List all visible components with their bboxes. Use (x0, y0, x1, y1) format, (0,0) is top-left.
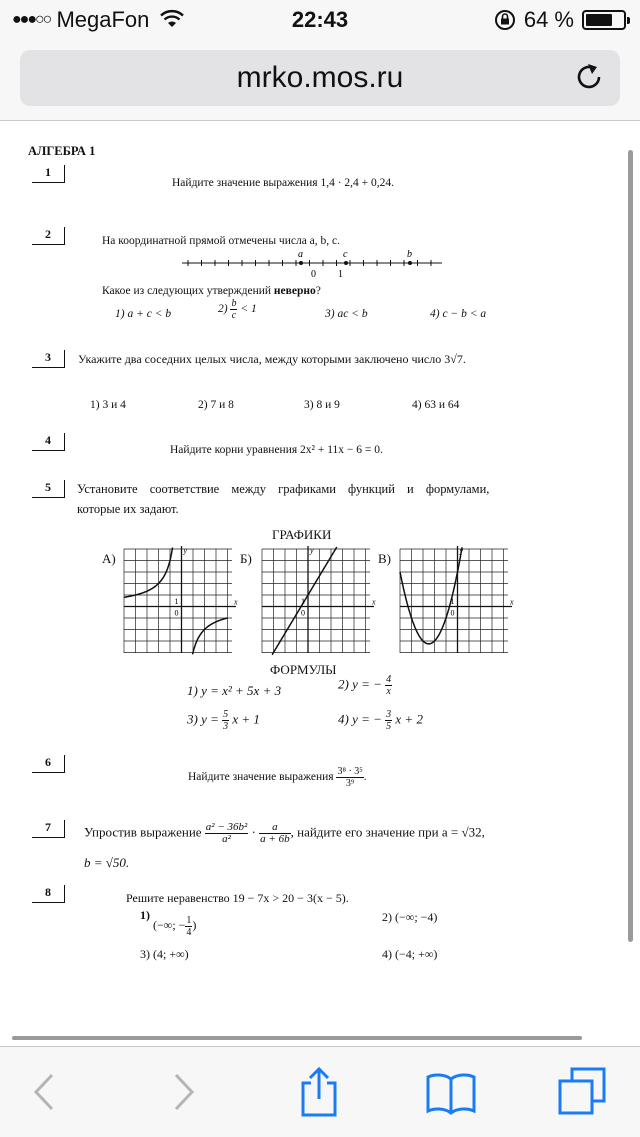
document-page (0, 121, 640, 1036)
task-8-option-1 (140, 908, 196, 938)
clock: 22:43 (291, 7, 349, 32)
reload-icon[interactable] (572, 60, 606, 94)
task-5-line-2: которые их задают. (77, 502, 179, 516)
task-7-line-1 (84, 822, 485, 845)
task-3-option-1: 1) 3 и 4 (90, 399, 126, 411)
axis-one-label: 1 (450, 597, 455, 606)
share-icon[interactable] (292, 1065, 346, 1119)
task-8-text: Решите неравенство 19 − 7x > 20 − 3(x − 5). (126, 891, 349, 905)
signal-strength: ●●●○○ (12, 11, 51, 28)
f3-den: 3 (223, 721, 229, 732)
task-8-option-2: 2) (−∞; −4) (382, 910, 438, 924)
function-curve (272, 547, 337, 655)
q7-f1-num: a² − 36b² (205, 821, 248, 833)
q6-den: 3⁹ (345, 778, 355, 789)
graph-label-a: А) (102, 551, 116, 566)
task-2-option-1: 1) a + c < b (115, 308, 172, 320)
q6-fraction (336, 766, 363, 789)
task-1-text: Найдите значение выражения 1,4 · 2,4 + 0,24. (172, 177, 395, 189)
task-2-text: На координатной прямой отмечены числа a, b, c. (102, 235, 341, 247)
task-2-option-2 (218, 298, 257, 321)
task-8-option-3: 3) (4; +∞) (140, 947, 189, 961)
point-b (408, 261, 412, 265)
task-2-question (102, 285, 321, 297)
formula-2 (338, 674, 392, 697)
task-2-option-3: 3) ac < b (325, 308, 368, 320)
tabs-icon[interactable] (556, 1065, 610, 1119)
opt2-den: c (231, 310, 237, 321)
task-3-option-4: 4) 63 и 64 (412, 399, 460, 411)
q7-f2-num: a (259, 822, 290, 834)
question-text: Какое из следующих утверждений (102, 285, 272, 297)
q7-f2-den: a + 6b (260, 833, 290, 845)
q7-post: , найдите его значение при a = √32, (290, 824, 485, 840)
address-text[interactable]: mrko.mos.ru (236, 61, 404, 94)
f2-num: 4 (386, 674, 392, 685)
task-3-option-3: 3) 8 и 9 (304, 399, 340, 411)
axis-x-label: x (510, 597, 514, 607)
q8-opt1-a: (−∞; − (153, 918, 186, 932)
f4-fraction (385, 709, 392, 732)
f2-fraction (385, 674, 392, 697)
graph-label-v: В) (378, 551, 391, 566)
f4-pre: 4) y = − (338, 711, 382, 727)
task-number-2: 2 (32, 227, 65, 245)
q8-opt1-b: ) (192, 918, 197, 932)
graph-a (120, 545, 236, 657)
f4-den: 5 (386, 721, 392, 732)
vertical-scrollbar[interactable] (628, 150, 633, 942)
mark-c: c (343, 249, 348, 260)
axis-x-label: x (234, 597, 238, 607)
browser-toolbar (0, 1046, 640, 1137)
back-icon[interactable] (18, 1065, 72, 1119)
task-number-7: 7 (32, 820, 65, 838)
q8-opt1-den: 4 (186, 926, 192, 938)
q7-dot: · (251, 824, 256, 840)
browser-header (0, 40, 640, 121)
battery-icon (582, 10, 626, 30)
axis-zero-label: 0 (174, 608, 179, 618)
opt2-pre: 2) (218, 303, 228, 316)
q6-text: Найдите значение выражения (188, 771, 334, 784)
axis-one-label: 1 (301, 597, 305, 606)
q7-fraction-1 (205, 822, 249, 845)
f3-fraction (222, 709, 229, 732)
q6-end: . (363, 771, 367, 784)
task-7-line-2: b = √50. (84, 855, 130, 870)
task-3-text: Укажите два соседних целых числа, между которыми заключено число 3√7. (78, 352, 466, 366)
task-3-option-2: 2) 7 и 8 (198, 399, 234, 411)
tick-1: 1 (338, 269, 343, 280)
q7-pre: Упростив выражение (84, 824, 202, 840)
opt2-num: b (231, 298, 237, 309)
axis-y-label: y (459, 546, 464, 555)
q7-f1-den: a² (222, 833, 231, 845)
formula-1: 1) y = x² + 5x + 3 (187, 683, 282, 698)
orientation-lock-icon (494, 9, 516, 31)
task-5-line-1: Установите соответствие между графиками функций и формулами, (77, 482, 490, 496)
task-number-1: 1 (32, 165, 65, 183)
q8-opt1-num: 1 (186, 914, 192, 926)
address-bar[interactable] (20, 50, 620, 106)
f2-pre: 2) y = − (338, 676, 382, 692)
q7-fraction-2 (259, 822, 290, 845)
f4-post: x + 2 (395, 711, 423, 727)
mark-b: b (407, 249, 412, 260)
battery-percent: 64 % (523, 7, 574, 32)
bookmarks-icon[interactable] (424, 1065, 478, 1119)
task-number-5: 5 (32, 480, 65, 498)
axis-zero-label: 0 (450, 608, 455, 618)
mark-a: a (298, 249, 303, 260)
graph-label-b: Б) (240, 551, 252, 566)
forward-icon[interactable] (156, 1065, 210, 1119)
task-number-3: 3 (32, 350, 65, 368)
horizontal-scrollbar[interactable] (12, 1036, 582, 1040)
task-number-8: 8 (32, 885, 65, 903)
doc-title: АЛГЕБРА 1 (28, 144, 96, 158)
f3-pre: 3) y = (187, 711, 219, 727)
formula-3 (187, 709, 260, 732)
f2-den: x (386, 686, 391, 697)
tick-0: 0 (311, 269, 316, 280)
carrier-name: MegaFon (56, 7, 150, 32)
axis-y-label: y (183, 546, 188, 555)
f3-num: 5 (223, 709, 229, 720)
graph-v (396, 545, 512, 657)
formula-4 (338, 709, 423, 732)
f3-post: x + 1 (232, 711, 260, 727)
status-bar (0, 0, 640, 40)
opt2-post: < 1 (240, 303, 257, 316)
point-c (344, 261, 348, 265)
number-line (180, 245, 446, 285)
f4-num: 3 (386, 709, 392, 720)
axis-zero-label: 0 (301, 608, 305, 618)
graphs-title: ГРАФИКИ (272, 527, 332, 542)
formulas-title: ФОРМУЛЫ (270, 662, 337, 677)
task-2-option-4: 4) c − b < a (430, 308, 487, 320)
task-number-6: 6 (32, 755, 65, 773)
question-end: ? (315, 285, 321, 297)
task-number-4: 4 (32, 433, 65, 451)
task-8-option-4: 4) (−4; +∞) (382, 947, 438, 961)
status-right (494, 7, 626, 33)
q6-num: 3⁸ · 3⁵ (337, 766, 363, 777)
opt2-fraction (230, 298, 237, 321)
q8-opt1-pre: 1) (140, 908, 150, 922)
question-bold: неверно (273, 285, 316, 297)
task-6-text (188, 766, 367, 789)
task-4-text: Найдите корни уравнения 2x² + 11x − 6 = 0. (170, 444, 383, 456)
axis-y-label: y (310, 546, 314, 555)
axis-x-label: x (372, 597, 376, 607)
axis-one-label: 1 (174, 597, 179, 606)
graph-b (258, 545, 374, 657)
point-a (299, 261, 303, 265)
